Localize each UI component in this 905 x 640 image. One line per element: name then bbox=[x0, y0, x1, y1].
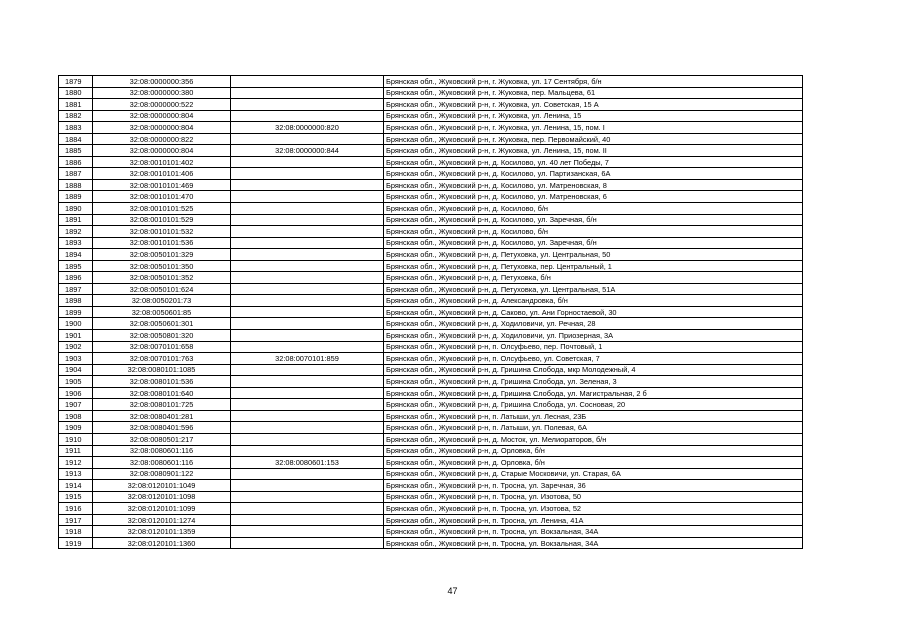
row-number-cell: 1882 bbox=[59, 110, 93, 122]
table-row bbox=[59, 203, 803, 215]
row-number-cell: 1908 bbox=[59, 410, 93, 422]
table-row bbox=[59, 491, 803, 503]
premises-cadastral-number-cell bbox=[231, 491, 384, 503]
cadastral-number-cell: 32:08:0010101:536 bbox=[93, 237, 231, 249]
premises-cadastral-number-cell bbox=[231, 99, 384, 111]
cadastral-number-cell: 32:08:0080601:116 bbox=[93, 445, 231, 457]
address-cell: Брянская обл., Жуковский р-н, д. Гришина Слобода, ул. Сосновая, 20 bbox=[384, 399, 803, 411]
row-number-cell: 1895 bbox=[59, 260, 93, 272]
address-cell: Брянская обл., Жуковский р-н, д. Саково, ул. Ани Горностаевой, 30 bbox=[384, 306, 803, 318]
premises-cadastral-number-cell bbox=[231, 433, 384, 445]
table-row bbox=[59, 122, 803, 134]
row-number-cell: 1906 bbox=[59, 387, 93, 399]
cadastral-number-cell: 32:08:0050101:350 bbox=[93, 260, 231, 272]
address-cell: Брянская обл., Жуковский р-н, д. Орловка, б/н bbox=[384, 457, 803, 469]
premises-cadastral-number-cell: 32:08:0000000:844 bbox=[231, 145, 384, 157]
address-cell: Брянская обл., Жуковский р-н, д. Косилово, ул. Матреновская, 6 bbox=[384, 191, 803, 203]
premises-cadastral-number-cell: 32:08:0080601:153 bbox=[231, 457, 384, 469]
address-cell: Брянская обл., Жуковский р-н, д. Мосток, ул. Мелиораторов, б/н bbox=[384, 433, 803, 445]
address-cell: Брянская обл., Жуковский р-н, п. Тросна, ул. Изотова, 50 bbox=[384, 491, 803, 503]
premises-cadastral-number-cell bbox=[231, 179, 384, 191]
table-row bbox=[59, 526, 803, 538]
row-number-cell: 1899 bbox=[59, 306, 93, 318]
cadastral-number-cell: 32:08:0080901:122 bbox=[93, 468, 231, 480]
cadastral-number-cell: 32:08:0010101:532 bbox=[93, 226, 231, 238]
cadastral-number-cell: 32:08:0050101:329 bbox=[93, 249, 231, 261]
table-row bbox=[59, 410, 803, 422]
table-row bbox=[59, 179, 803, 191]
row-number-cell: 1919 bbox=[59, 537, 93, 549]
registry-table bbox=[58, 75, 803, 549]
address-cell: Брянская обл., Жуковский р-н, г. Жуковка, ул. 17 Сентября, б/н bbox=[384, 76, 803, 88]
premises-cadastral-number-cell bbox=[231, 76, 384, 88]
address-cell: Брянская обл., Жуковский р-н, г. Жуковка, ул. Советская, 15 А bbox=[384, 99, 803, 111]
table-row bbox=[59, 260, 803, 272]
table-row bbox=[59, 353, 803, 365]
address-cell: Брянская обл., Жуковский р-н, п. Тросна, ул. Изотова, 52 bbox=[384, 503, 803, 515]
row-number-cell: 1901 bbox=[59, 330, 93, 342]
premises-cadastral-number-cell bbox=[231, 203, 384, 215]
cadastral-number-cell: 32:08:0000000:804 bbox=[93, 145, 231, 157]
address-cell: Брянская обл., Жуковский р-н, д. Гришина Слобода, мкр Молодежный, 4 bbox=[384, 364, 803, 376]
row-number-cell: 1885 bbox=[59, 145, 93, 157]
cadastral-number-cell: 32:08:0010101:525 bbox=[93, 203, 231, 215]
table-row bbox=[59, 387, 803, 399]
cadastral-number-cell: 32:08:0120101:1359 bbox=[93, 526, 231, 538]
cadastral-number-cell: 32:08:0050801:320 bbox=[93, 330, 231, 342]
row-number-cell: 1898 bbox=[59, 295, 93, 307]
row-number-cell: 1894 bbox=[59, 249, 93, 261]
address-cell: Брянская обл., Жуковский р-н, д. Гришина Слобода, ул. Зеленая, 3 bbox=[384, 376, 803, 388]
premises-cadastral-number-cell bbox=[231, 110, 384, 122]
row-number-cell: 1911 bbox=[59, 445, 93, 457]
table-row bbox=[59, 110, 803, 122]
cadastral-number-cell: 32:08:0050101:352 bbox=[93, 272, 231, 284]
table-row bbox=[59, 272, 803, 284]
premises-cadastral-number-cell bbox=[231, 503, 384, 515]
table-row bbox=[59, 226, 803, 238]
row-number-cell: 1900 bbox=[59, 318, 93, 330]
table-row bbox=[59, 445, 803, 457]
row-number-cell: 1886 bbox=[59, 156, 93, 168]
cadastral-number-cell: 32:08:0080101:536 bbox=[93, 376, 231, 388]
table-row bbox=[59, 468, 803, 480]
premises-cadastral-number-cell bbox=[231, 422, 384, 434]
table-row bbox=[59, 191, 803, 203]
premises-cadastral-number-cell bbox=[231, 133, 384, 145]
cadastral-number-cell: 32:08:0010101:469 bbox=[93, 179, 231, 191]
premises-cadastral-number-cell bbox=[231, 214, 384, 226]
cadastral-number-cell: 32:08:0010101:529 bbox=[93, 214, 231, 226]
row-number-cell: 1881 bbox=[59, 99, 93, 111]
premises-cadastral-number-cell bbox=[231, 480, 384, 492]
premises-cadastral-number-cell: 32:08:0070101:859 bbox=[231, 353, 384, 365]
address-cell: Брянская обл., Жуковский р-н, д. Косилово, ул. Матреновская, 8 bbox=[384, 179, 803, 191]
table-row bbox=[59, 318, 803, 330]
row-number-cell: 1909 bbox=[59, 422, 93, 434]
cadastral-number-cell: 32:08:0080401:596 bbox=[93, 422, 231, 434]
table-row bbox=[59, 156, 803, 168]
address-cell: Брянская обл., Жуковский р-н, г. Жуковка, ул. Ленина, 15, пом. II bbox=[384, 145, 803, 157]
address-cell: Брянская обл., Жуковский р-н, д. Косилово, б/н bbox=[384, 226, 803, 238]
address-cell: Брянская обл., Жуковский р-н, г. Жуковка, ул. Ленина, 15 bbox=[384, 110, 803, 122]
cadastral-number-cell: 32:08:0080101:640 bbox=[93, 387, 231, 399]
premises-cadastral-number-cell bbox=[231, 306, 384, 318]
table-row bbox=[59, 433, 803, 445]
row-number-cell: 1896 bbox=[59, 272, 93, 284]
row-number-cell: 1907 bbox=[59, 399, 93, 411]
row-number-cell: 1889 bbox=[59, 191, 93, 203]
table-row bbox=[59, 76, 803, 88]
row-number-cell: 1883 bbox=[59, 122, 93, 134]
row-number-cell: 1913 bbox=[59, 468, 93, 480]
cadastral-number-cell: 32:08:0010101:470 bbox=[93, 191, 231, 203]
premises-cadastral-number-cell bbox=[231, 249, 384, 261]
address-cell: Брянская обл., Жуковский р-н, п. Латыши, ул. Полевая, 6А bbox=[384, 422, 803, 434]
row-number-cell: 1880 bbox=[59, 87, 93, 99]
address-cell: Брянская обл., Жуковский р-н, д. Гришина Слобода, ул. Магистральная, 2 б bbox=[384, 387, 803, 399]
row-number-cell: 1879 bbox=[59, 76, 93, 88]
table-row bbox=[59, 168, 803, 180]
row-number-cell: 1891 bbox=[59, 214, 93, 226]
table-row bbox=[59, 295, 803, 307]
table-row bbox=[59, 87, 803, 99]
cadastral-number-cell: 32:08:0120101:1099 bbox=[93, 503, 231, 515]
premises-cadastral-number-cell bbox=[231, 537, 384, 549]
row-number-cell: 1892 bbox=[59, 226, 93, 238]
table-row bbox=[59, 133, 803, 145]
cadastral-number-cell: 32:08:0000000:522 bbox=[93, 99, 231, 111]
address-cell: Брянская обл., Жуковский р-н, д. Ходиловичи, ул. Приозерная, 3А bbox=[384, 330, 803, 342]
premises-cadastral-number-cell bbox=[231, 318, 384, 330]
table-row bbox=[59, 514, 803, 526]
address-cell: Брянская обл., Жуковский р-н, п. Олсуфьево, пер. Почтовый, 1 bbox=[384, 341, 803, 353]
table-row bbox=[59, 422, 803, 434]
cadastral-number-cell: 32:08:0080101:1085 bbox=[93, 364, 231, 376]
premises-cadastral-number-cell bbox=[231, 526, 384, 538]
registry-table-body bbox=[59, 76, 803, 549]
premises-cadastral-number-cell bbox=[231, 226, 384, 238]
cadastral-number-cell: 32:08:0120101:1098 bbox=[93, 491, 231, 503]
premises-cadastral-number-cell bbox=[231, 376, 384, 388]
address-cell: Брянская обл., Жуковский р-н, д. Косилово, ул. Заречная, б/н bbox=[384, 214, 803, 226]
cadastral-number-cell: 32:08:0080101:725 bbox=[93, 399, 231, 411]
cadastral-number-cell: 32:08:0070101:763 bbox=[93, 353, 231, 365]
cadastral-number-cell: 32:08:0080501:217 bbox=[93, 433, 231, 445]
table-row bbox=[59, 283, 803, 295]
cadastral-number-cell: 32:08:0000000:356 bbox=[93, 76, 231, 88]
address-cell: Брянская обл., Жуковский р-н, д. Петуховка, ул. Центральная, 51А bbox=[384, 283, 803, 295]
address-cell: Брянская обл., Жуковский р-н, д. Петуховка, б/н bbox=[384, 272, 803, 284]
cadastral-number-cell: 32:08:0010101:406 bbox=[93, 168, 231, 180]
premises-cadastral-number-cell bbox=[231, 87, 384, 99]
address-cell: Брянская обл., Жуковский р-н, д. Старые Московичи, ул. Старая, 6А bbox=[384, 468, 803, 480]
cadastral-number-cell: 32:08:0050101:624 bbox=[93, 283, 231, 295]
cadastral-number-cell: 32:08:0000000:804 bbox=[93, 122, 231, 134]
premises-cadastral-number-cell bbox=[231, 387, 384, 399]
address-cell: Брянская обл., Жуковский р-н, д. Косилово, ул. Заречная, б/н bbox=[384, 237, 803, 249]
cadastral-number-cell: 32:08:0010101:402 bbox=[93, 156, 231, 168]
address-cell: Брянская обл., Жуковский р-н, д. Орловка, б/н bbox=[384, 445, 803, 457]
table-row bbox=[59, 249, 803, 261]
address-cell: Брянская обл., Жуковский р-н, п. Тросна, ул. Вокзальная, 34А bbox=[384, 526, 803, 538]
table-row bbox=[59, 330, 803, 342]
table-row bbox=[59, 399, 803, 411]
premises-cadastral-number-cell bbox=[231, 399, 384, 411]
premises-cadastral-number-cell bbox=[231, 410, 384, 422]
table-row bbox=[59, 503, 803, 515]
table-row bbox=[59, 306, 803, 318]
premises-cadastral-number-cell bbox=[231, 295, 384, 307]
address-cell: Брянская обл., Жуковский р-н, д. Косилово, б/н bbox=[384, 203, 803, 215]
premises-cadastral-number-cell bbox=[231, 168, 384, 180]
row-number-cell: 1884 bbox=[59, 133, 93, 145]
address-cell: Брянская обл., Жуковский р-н, д. Косилово, ул. 40 лет Победы, 7 bbox=[384, 156, 803, 168]
cadastral-number-cell: 32:08:0050601:301 bbox=[93, 318, 231, 330]
premises-cadastral-number-cell bbox=[231, 283, 384, 295]
cadastral-number-cell: 32:08:0000000:380 bbox=[93, 87, 231, 99]
premises-cadastral-number-cell: 32:08:0000000:820 bbox=[231, 122, 384, 134]
cadastral-number-cell: 32:08:0000000:804 bbox=[93, 110, 231, 122]
table-row bbox=[59, 214, 803, 226]
row-number-cell: 1905 bbox=[59, 376, 93, 388]
row-number-cell: 1910 bbox=[59, 433, 93, 445]
premises-cadastral-number-cell bbox=[231, 156, 384, 168]
premises-cadastral-number-cell bbox=[231, 341, 384, 353]
table-row bbox=[59, 480, 803, 492]
address-cell: Брянская обл., Жуковский р-н, п. Тросна, ул. Вокзальная, 34А bbox=[384, 537, 803, 549]
table-row bbox=[59, 457, 803, 469]
cadastral-number-cell: 32:08:0120101:1049 bbox=[93, 480, 231, 492]
table-row bbox=[59, 376, 803, 388]
row-number-cell: 1915 bbox=[59, 491, 93, 503]
row-number-cell: 1893 bbox=[59, 237, 93, 249]
address-cell: Брянская обл., Жуковский р-н, д. Петуховка, пер. Центральный, 1 bbox=[384, 260, 803, 272]
premises-cadastral-number-cell bbox=[231, 468, 384, 480]
address-cell: Брянская обл., Жуковский р-н, п. Олсуфьево, ул. Советская, 7 bbox=[384, 353, 803, 365]
cadastral-number-cell: 32:08:0120101:1360 bbox=[93, 537, 231, 549]
address-cell: Брянская обл., Жуковский р-н, г. Жуковка, пер. Мальцева, 61 bbox=[384, 87, 803, 99]
address-cell: Брянская обл., Жуковский р-н, д. Александровка, б/н bbox=[384, 295, 803, 307]
row-number-cell: 1903 bbox=[59, 353, 93, 365]
cadastral-number-cell: 32:08:0050601:85 bbox=[93, 306, 231, 318]
table-row bbox=[59, 364, 803, 376]
row-number-cell: 1902 bbox=[59, 341, 93, 353]
row-number-cell: 1890 bbox=[59, 203, 93, 215]
premises-cadastral-number-cell bbox=[231, 364, 384, 376]
cadastral-number-cell: 32:08:0000000:822 bbox=[93, 133, 231, 145]
cadastral-number-cell: 32:08:0120101:1274 bbox=[93, 514, 231, 526]
row-number-cell: 1887 bbox=[59, 168, 93, 180]
table-row bbox=[59, 537, 803, 549]
address-cell: Брянская обл., Жуковский р-н, п. Латыши, ул. Лесная, 23Б bbox=[384, 410, 803, 422]
address-cell: Брянская обл., Жуковский р-н, п. Тросна, ул. Заречная, 36 bbox=[384, 480, 803, 492]
premises-cadastral-number-cell bbox=[231, 330, 384, 342]
row-number-cell: 1888 bbox=[59, 179, 93, 191]
premises-cadastral-number-cell bbox=[231, 260, 384, 272]
premises-cadastral-number-cell bbox=[231, 445, 384, 457]
page-number: 47 bbox=[447, 586, 458, 596]
row-number-cell: 1916 bbox=[59, 503, 93, 515]
premises-cadastral-number-cell bbox=[231, 191, 384, 203]
address-cell: Брянская обл., Жуковский р-н, д. Косилово, ул. Партизанская, 6А bbox=[384, 168, 803, 180]
address-cell: Брянская обл., Жуковский р-н, г. Жуковка, пер. Первомайский, 40 bbox=[384, 133, 803, 145]
cadastral-number-cell: 32:08:0080601:116 bbox=[93, 457, 231, 469]
table-row bbox=[59, 99, 803, 111]
address-cell: Брянская обл., Жуковский р-н, д. Петуховка, ул. Центральная, 50 bbox=[384, 249, 803, 261]
row-number-cell: 1917 bbox=[59, 514, 93, 526]
premises-cadastral-number-cell bbox=[231, 272, 384, 284]
cadastral-number-cell: 32:08:0050201:73 bbox=[93, 295, 231, 307]
table-row bbox=[59, 341, 803, 353]
premises-cadastral-number-cell bbox=[231, 514, 384, 526]
row-number-cell: 1912 bbox=[59, 457, 93, 469]
row-number-cell: 1897 bbox=[59, 283, 93, 295]
premises-cadastral-number-cell bbox=[231, 237, 384, 249]
address-cell: Брянская обл., Жуковский р-н, п. Тросна, ул. Ленина, 41А bbox=[384, 514, 803, 526]
address-cell: Брянская обл., Жуковский р-н, д. Ходиловичи, ул. Речная, 28 bbox=[384, 318, 803, 330]
table-row bbox=[59, 145, 803, 157]
cadastral-number-cell: 32:08:0070101:658 bbox=[93, 341, 231, 353]
address-cell: Брянская обл., Жуковский р-н, г. Жуковка, ул. Ленина, 15, пом. I bbox=[384, 122, 803, 134]
cadastral-number-cell: 32:08:0080401:281 bbox=[93, 410, 231, 422]
row-number-cell: 1914 bbox=[59, 480, 93, 492]
row-number-cell: 1918 bbox=[59, 526, 93, 538]
row-number-cell: 1904 bbox=[59, 364, 93, 376]
table-row bbox=[59, 237, 803, 249]
